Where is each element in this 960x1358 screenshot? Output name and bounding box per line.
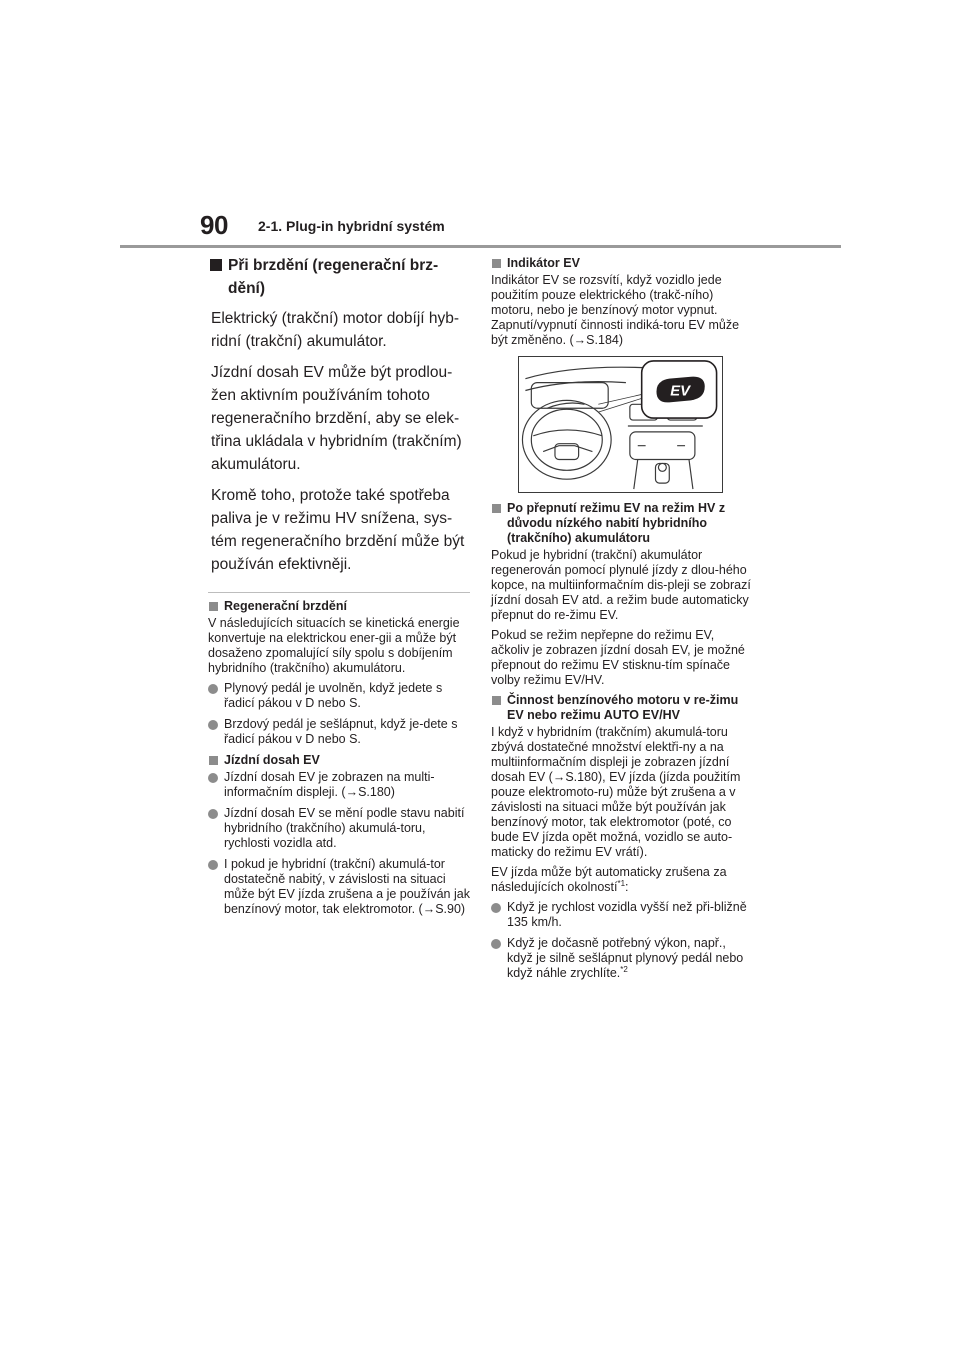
braking-paragraph-1: Elektrický (trakční) motor dobíjí hyb-ridní (trakční) akumulátor. <box>211 310 460 350</box>
engine-paragraph-2-text: EV jízda může být automaticky zrušena za následujících okolností <box>491 865 727 894</box>
section-divider <box>208 592 470 593</box>
switch-heading-text: Po přepnutí režimu EV na režim HV z důvodu nízkého nabití hybridního (trakčního) akumulátoru <box>507 501 726 545</box>
list-item-text: Jízdní dosah EV se mění podle stavu nabití hybridního (trakčního) akumulá-toru, rychlosti vozidla atd. <box>224 806 465 850</box>
list-item <box>208 806 470 851</box>
right-column <box>491 254 753 987</box>
left-column <box>208 254 470 923</box>
engine-heading <box>491 693 753 723</box>
switch-paragraph-2: Pokud se režim nepřepne do režimu EV, ačkoliv je zobrazen jízdní dosah EV, je možné přepnout do režimu EV stisknu-tím spínače volby režimu EV/HV. <box>491 628 745 687</box>
bullet-dot-icon <box>208 773 218 783</box>
bullet-dot-icon <box>491 903 501 913</box>
switch-paragraph-1: Pokud je hybridní (trakční) akumulátor regenerován pomocí plynulé jízdy z dlou-hého kopce, na multiinformačním dis-pleji se zobrazí jízdní dosah EV atd. a režim bude automaticky přepnut do re-žimu EV. <box>491 548 751 622</box>
braking-heading-text: Při brzdění (regenerační brz-dění) <box>228 257 439 297</box>
engine-paragraph-2-end: : <box>625 880 629 894</box>
regen-heading-text: Regenerační brzdění <box>224 599 347 613</box>
braking-paragraph-2: Jízdní dosah EV může být prodlou-žen aktivním používáním tohoto regeneračního brzdění, aby se elek-třina ukládala v hybridním (trakčním) akumulátoru. <box>211 364 462 473</box>
regen-text: V následujících situacích se kinetická energie konvertuje na elektrickou ener-gii a může být dosaženo zpomalující síly spolu s dobíjením hybridního (trakčního) akumulátoru. <box>208 616 460 675</box>
list-item <box>208 770 470 800</box>
dashboard-drawing <box>519 357 722 492</box>
footnote-marker: *2 <box>620 965 628 974</box>
ev-badge-text: EV <box>670 383 690 400</box>
square-bullet-icon <box>209 602 218 611</box>
header-divider <box>120 245 841 248</box>
indicator-heading-text: Indikátor EV <box>507 256 580 270</box>
bullet-dot-icon <box>208 809 218 819</box>
list-item <box>208 857 470 917</box>
list-item-text: Když je rychlost vozidla vyšší než při-bližně 135 km/h. <box>507 900 747 929</box>
list-item-text: Jízdní dosah EV je zobrazen na multi-informačním displeji. (→S.180) <box>224 770 435 799</box>
engine-paragraph-2 <box>491 865 753 895</box>
list-item-text: Brzdový pedál je sešlápnut, když je-dete s řadicí pákou v D nebo S. <box>224 717 458 746</box>
braking-paragraph-3: Kromě toho, protože také spotřeba paliva je v režimu HV snížena, sys-tém regeneračního brzdění může být používán efektivněji. <box>211 487 465 573</box>
callout-line <box>598 394 641 404</box>
bullet-dot-icon <box>208 684 218 694</box>
list-item <box>208 717 470 747</box>
list-item-text: I pokud je hybridní (trakční) akumulá-tor dostatečně nabitý, v závislosti na situaci může být EV jízda zrušena a je používán jak benzínový motor, tak elektromotor. (→S.90) <box>224 857 470 916</box>
page-number: 90 <box>200 210 228 240</box>
range-heading <box>208 753 470 768</box>
indicator-heading <box>491 256 753 271</box>
callout-line <box>598 398 641 412</box>
bullet-dot-icon <box>208 860 218 870</box>
dashboard-illustration <box>518 356 723 493</box>
list-item-text: Když je dočasně potřebný výkon, např., když je silně sešlápnut plynový pedál nebo když náhle zrychlíte. <box>507 936 744 980</box>
section-title: 2-1. Plug-in hybridní systém <box>258 218 445 234</box>
square-bullet-icon <box>492 696 501 705</box>
bullet-dot-icon <box>208 720 218 730</box>
range-heading-text: Jízdní dosah EV <box>224 753 320 767</box>
switch-heading <box>491 501 753 546</box>
list-item-text: Plynový pedál je uvolněn, když jedete s řadicí pákou v D nebo S. <box>224 681 443 710</box>
engine-heading-text: Činnost benzínového motoru v re-žimu EV nebo režimu AUTO EV/HV <box>507 693 739 722</box>
braking-heading <box>208 254 470 300</box>
footnote-marker: *1 <box>617 879 626 888</box>
square-bullet-icon <box>492 259 501 268</box>
list-item <box>208 681 470 711</box>
indicator-text: Indikátor EV se rozsvítí, když vozidlo jede použitím pouze elektrického (trakč-ního) motoru, nebo je benzínový motor vypnut. Zapnutí/vypnutí činnosti indiká-toru EV může být změněno. (→S.184) <box>491 273 740 347</box>
square-bullet-icon <box>210 259 222 271</box>
square-bullet-icon <box>492 504 501 513</box>
regen-heading <box>208 599 470 614</box>
engine-paragraph-1: I když v hybridním (trakčním) akumulá-toru zbývá dostatečné množství elektři-ny a na multiinformačním displeji je zobrazen jízdní dosah EV (→S.180), EV jízda (jízda použitím pouze elektromoto-ru) může být zrušena a v závislosti na situaci může být používán jak benzínový motor, tak elektromotor (poté, co bude EV jízda opět možná, vozidlo se auto-maticky do režimu EV vrátí). <box>491 725 741 859</box>
list-item <box>491 900 753 930</box>
square-bullet-icon <box>209 756 218 765</box>
bullet-dot-icon <box>491 939 501 949</box>
list-item <box>491 936 753 981</box>
